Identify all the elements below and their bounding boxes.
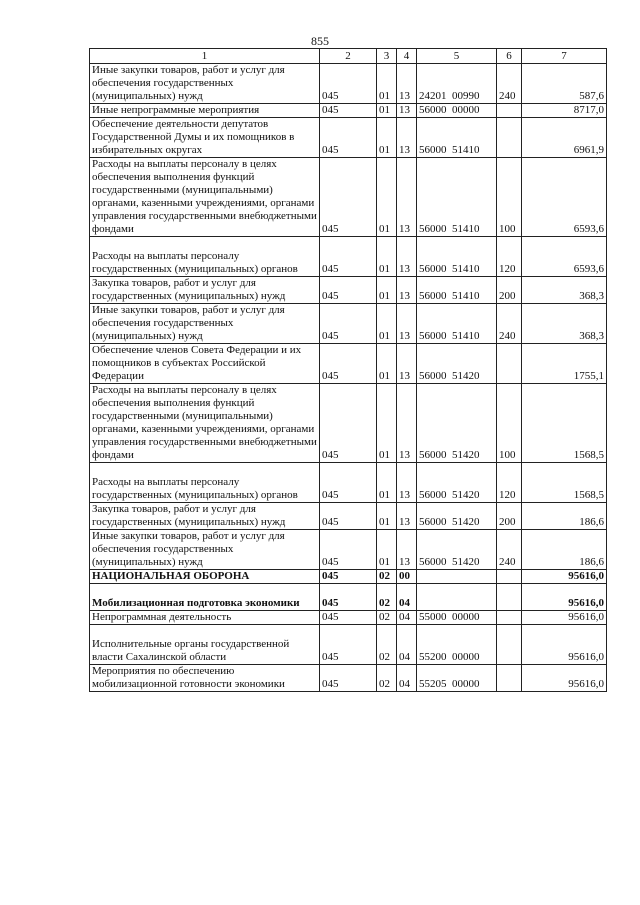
row-amount-cell: 186,6 bbox=[522, 503, 607, 530]
row-name-cell: Закупка товаров, работ и услуг для государственных (муниципальных) нужд bbox=[90, 277, 320, 304]
row-amount-cell: 95616,0 bbox=[522, 665, 607, 692]
row-expense-type-cell: 200 bbox=[497, 503, 522, 530]
table-row bbox=[90, 384, 607, 463]
column-header: 2 bbox=[320, 49, 377, 64]
row-code-cell: 045 bbox=[320, 237, 377, 277]
row-target-article-cell: 55000 00000 bbox=[417, 611, 497, 625]
row-target-article-cell: 56000 51410 bbox=[417, 118, 497, 158]
row-section-cell: 02 bbox=[377, 611, 397, 625]
table-row bbox=[90, 611, 607, 625]
row-section-cell: 01 bbox=[377, 344, 397, 384]
row-subsection-cell: 04 bbox=[397, 665, 417, 692]
row-code-cell: 045 bbox=[320, 530, 377, 570]
row-expense-type-cell bbox=[497, 665, 522, 692]
row-section-cell: 01 bbox=[377, 384, 397, 463]
row-code-cell: 045 bbox=[320, 118, 377, 158]
row-code-cell: 045 bbox=[320, 158, 377, 237]
table-header-row bbox=[90, 49, 607, 64]
row-expense-type-cell bbox=[497, 611, 522, 625]
row-section-cell: 01 bbox=[377, 463, 397, 503]
row-expense-type-cell bbox=[497, 584, 522, 611]
row-expense-type-cell bbox=[497, 104, 522, 118]
row-name-cell: Расходы на выплаты персоналу в целях обеспечения выполнения функций государственными (муниципальными) органами, казенными учреждениями, органами управления государственными внебюджетными фондами bbox=[90, 384, 320, 463]
row-target-article-cell: 56000 51410 bbox=[417, 237, 497, 277]
table-row bbox=[90, 304, 607, 344]
table-row bbox=[90, 625, 607, 665]
row-amount-cell: 368,3 bbox=[522, 277, 607, 304]
row-code-cell: 045 bbox=[320, 344, 377, 384]
row-subsection-cell: 13 bbox=[397, 304, 417, 344]
row-code-cell: 045 bbox=[320, 570, 377, 584]
budget-table bbox=[89, 48, 607, 692]
row-section-cell: 01 bbox=[377, 530, 397, 570]
row-name-cell: Иные непрограммные мероприятия bbox=[90, 104, 320, 118]
row-subsection-cell: 13 bbox=[397, 104, 417, 118]
row-name-cell: Иные закупки товаров, работ и услуг для обеспечения государственных (муниципальных) нужд bbox=[90, 530, 320, 570]
row-name-cell: Исполнительные органы государственной власти Сахалинской области bbox=[90, 625, 320, 665]
row-amount-cell: 1568,5 bbox=[522, 384, 607, 463]
row-subsection-cell: 13 bbox=[397, 118, 417, 158]
row-subsection-cell: 13 bbox=[397, 158, 417, 237]
table-row bbox=[90, 64, 607, 104]
row-expense-type-cell: 100 bbox=[497, 384, 522, 463]
row-target-article-cell: 56000 51420 bbox=[417, 463, 497, 503]
row-target-article-cell: 56000 51420 bbox=[417, 384, 497, 463]
row-target-article-cell: 56000 51420 bbox=[417, 503, 497, 530]
row-target-article-cell: 56000 51410 bbox=[417, 304, 497, 344]
row-name-cell: Обеспечение членов Совета Федерации и их помощников в субъектах Российской Федерации bbox=[90, 344, 320, 384]
row-expense-type-cell: 240 bbox=[497, 64, 522, 104]
row-code-cell: 045 bbox=[320, 104, 377, 118]
table-row bbox=[90, 277, 607, 304]
row-code-cell: 045 bbox=[320, 503, 377, 530]
row-amount-cell: 95616,0 bbox=[522, 625, 607, 665]
row-amount-cell: 8717,0 bbox=[522, 104, 607, 118]
row-amount-cell: 95616,0 bbox=[522, 584, 607, 611]
row-name-cell: Расходы на выплаты персоналу в целях обеспечения выполнения функций государственными (муниципальными) органами, казенными учреждениями, органами управления государственными внебюджетными фондами bbox=[90, 158, 320, 237]
row-code-cell: 045 bbox=[320, 625, 377, 665]
row-target-article-cell: 56000 51420 bbox=[417, 530, 497, 570]
table-row bbox=[90, 570, 607, 584]
row-section-cell: 02 bbox=[377, 584, 397, 611]
row-name-cell: Мобилизационная подготовка экономики bbox=[90, 584, 320, 611]
row-expense-type-cell bbox=[497, 570, 522, 584]
row-expense-type-cell: 240 bbox=[497, 530, 522, 570]
row-amount-cell: 1568,5 bbox=[522, 463, 607, 503]
column-header: 5 bbox=[417, 49, 497, 64]
row-name-cell: Расходы на выплаты персоналу государственных (муниципальных) органов bbox=[90, 237, 320, 277]
row-subsection-cell: 13 bbox=[397, 530, 417, 570]
row-section-cell: 01 bbox=[377, 104, 397, 118]
row-section-cell: 01 bbox=[377, 64, 397, 104]
row-code-cell: 045 bbox=[320, 584, 377, 611]
row-amount-cell: 6593,6 bbox=[522, 237, 607, 277]
table-body bbox=[90, 64, 607, 692]
row-target-article-cell bbox=[417, 584, 497, 611]
row-section-cell: 01 bbox=[377, 158, 397, 237]
column-header: 3 bbox=[377, 49, 397, 64]
table-row bbox=[90, 344, 607, 384]
table-row bbox=[90, 463, 607, 503]
row-section-cell: 01 bbox=[377, 118, 397, 158]
page-number: 855 bbox=[311, 34, 329, 48]
row-expense-type-cell bbox=[497, 118, 522, 158]
row-expense-type-cell: 100 bbox=[497, 158, 522, 237]
row-name-cell: Иные закупки товаров, работ и услуг для обеспечения государственных (муниципальных) нужд bbox=[90, 304, 320, 344]
table-row bbox=[90, 530, 607, 570]
row-amount-cell: 6593,6 bbox=[522, 158, 607, 237]
column-header: 7 bbox=[522, 49, 607, 64]
row-section-cell: 01 bbox=[377, 237, 397, 277]
row-subsection-cell: 13 bbox=[397, 384, 417, 463]
row-subsection-cell: 13 bbox=[397, 277, 417, 304]
row-amount-cell: 95616,0 bbox=[522, 570, 607, 584]
row-subsection-cell: 13 bbox=[397, 344, 417, 384]
row-section-cell: 02 bbox=[377, 570, 397, 584]
row-amount-cell: 1755,1 bbox=[522, 344, 607, 384]
table-row bbox=[90, 584, 607, 611]
row-subsection-cell: 13 bbox=[397, 503, 417, 530]
row-section-cell: 01 bbox=[377, 277, 397, 304]
row-section-cell: 02 bbox=[377, 665, 397, 692]
row-code-cell: 045 bbox=[320, 463, 377, 503]
row-code-cell: 045 bbox=[320, 277, 377, 304]
row-amount-cell: 368,3 bbox=[522, 304, 607, 344]
table-row bbox=[90, 158, 607, 237]
row-section-cell: 02 bbox=[377, 625, 397, 665]
row-expense-type-cell: 120 bbox=[497, 237, 522, 277]
row-subsection-cell: 04 bbox=[397, 611, 417, 625]
row-name-cell: Непрограммная деятельность bbox=[90, 611, 320, 625]
row-code-cell: 045 bbox=[320, 384, 377, 463]
row-target-article-cell: 55205 00000 bbox=[417, 665, 497, 692]
row-name-cell: НАЦИОНАЛЬНАЯ ОБОРОНА bbox=[90, 570, 320, 584]
row-target-article-cell: 56000 00000 bbox=[417, 104, 497, 118]
row-name-cell: Расходы на выплаты персоналу государственных (муниципальных) органов bbox=[90, 463, 320, 503]
row-subsection-cell: 13 bbox=[397, 463, 417, 503]
row-target-article-cell: 24201 00990 bbox=[417, 64, 497, 104]
row-name-cell: Иные закупки товаров, работ и услуг для обеспечения государственных (муниципальных) нужд bbox=[90, 64, 320, 104]
column-header: 4 bbox=[397, 49, 417, 64]
row-code-cell: 045 bbox=[320, 665, 377, 692]
row-code-cell: 045 bbox=[320, 64, 377, 104]
row-amount-cell: 587,6 bbox=[522, 64, 607, 104]
row-expense-type-cell bbox=[497, 344, 522, 384]
row-code-cell: 045 bbox=[320, 304, 377, 344]
row-target-article-cell: 56000 51410 bbox=[417, 277, 497, 304]
table-row bbox=[90, 237, 607, 277]
row-name-cell: Мероприятия по обеспечению мобилизационной готовности экономики bbox=[90, 665, 320, 692]
column-header: 1 bbox=[90, 49, 320, 64]
row-name-cell: Обеспечение деятельности депутатов Государственной Думы и их помощников в избирательных округах bbox=[90, 118, 320, 158]
table-row bbox=[90, 104, 607, 118]
row-name-cell: Закупка товаров, работ и услуг для государственных (муниципальных) нужд bbox=[90, 503, 320, 530]
column-header: 6 bbox=[497, 49, 522, 64]
row-amount-cell: 95616,0 bbox=[522, 611, 607, 625]
row-code-cell: 045 bbox=[320, 611, 377, 625]
row-subsection-cell: 13 bbox=[397, 64, 417, 104]
table-row bbox=[90, 665, 607, 692]
row-expense-type-cell: 120 bbox=[497, 463, 522, 503]
row-subsection-cell: 13 bbox=[397, 237, 417, 277]
row-target-article-cell: 55200 00000 bbox=[417, 625, 497, 665]
row-expense-type-cell bbox=[497, 625, 522, 665]
row-expense-type-cell: 240 bbox=[497, 304, 522, 344]
row-subsection-cell: 00 bbox=[397, 570, 417, 584]
row-subsection-cell: 04 bbox=[397, 625, 417, 665]
row-section-cell: 01 bbox=[377, 503, 397, 530]
row-expense-type-cell: 200 bbox=[497, 277, 522, 304]
row-target-article-cell: 56000 51420 bbox=[417, 344, 497, 384]
table-row bbox=[90, 503, 607, 530]
row-target-article-cell: 56000 51410 bbox=[417, 158, 497, 237]
table-row bbox=[90, 118, 607, 158]
row-section-cell: 01 bbox=[377, 304, 397, 344]
row-subsection-cell: 04 bbox=[397, 584, 417, 611]
row-target-article-cell bbox=[417, 570, 497, 584]
row-amount-cell: 186,6 bbox=[522, 530, 607, 570]
row-amount-cell: 6961,9 bbox=[522, 118, 607, 158]
